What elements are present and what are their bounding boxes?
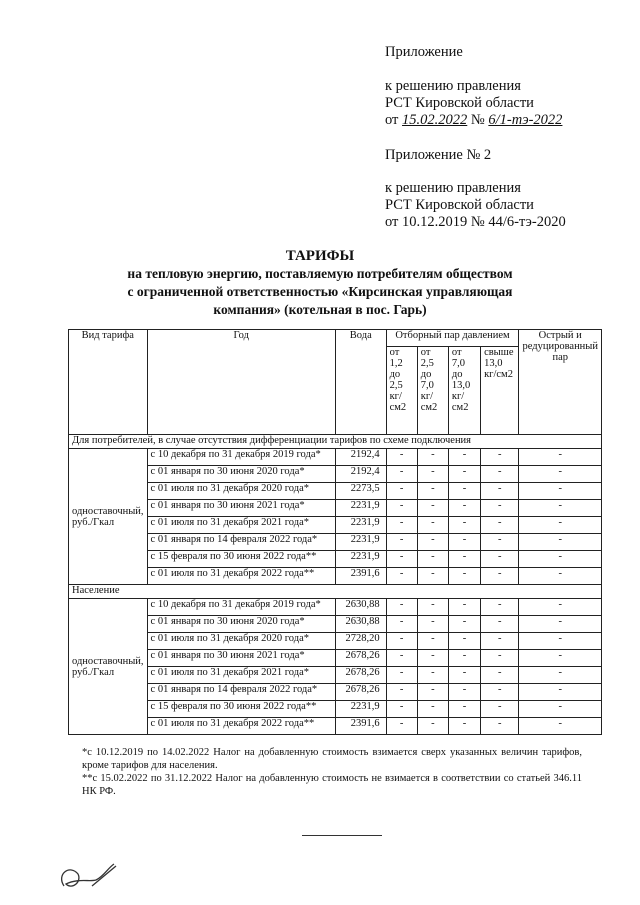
- doc-subtitle-line1: на тепловую энергию, поставляемую потребителям обществом: [127, 266, 513, 281]
- empty-tariff-cell: -: [448, 701, 480, 718]
- period-cell: с 01 января по 14 февраля 2022 года*: [147, 534, 335, 551]
- empty-tariff-cell: -: [519, 616, 602, 633]
- period-cell: с 10 декабря по 31 декабря 2019 года*: [147, 599, 335, 616]
- water-tariff-cell: 2273,5: [335, 483, 386, 500]
- empty-tariff-cell: -: [519, 483, 602, 500]
- divider-line: [302, 835, 382, 836]
- empty-tariff-cell: -: [417, 718, 448, 735]
- table-row: [69, 551, 602, 568]
- empty-tariff-cell: -: [386, 701, 417, 718]
- empty-tariff-cell: -: [481, 650, 519, 667]
- empty-tariff-cell: -: [417, 684, 448, 701]
- empty-tariff-cell: -: [386, 599, 417, 616]
- table-row: [69, 568, 602, 585]
- table-row: [69, 500, 602, 517]
- empty-tariff-cell: -: [386, 500, 417, 517]
- period-cell: с 01 июля по 31 декабря 2022 года**: [147, 568, 335, 585]
- empty-tariff-cell: -: [417, 599, 448, 616]
- table-row: [69, 483, 602, 500]
- doc-subtitle-line3: компания» (котельная в пос. Гарь): [213, 302, 427, 317]
- appendix2-ref-line1: к решению правления: [385, 180, 521, 196]
- empty-tariff-cell: -: [448, 534, 480, 551]
- empty-tariff-cell: -: [417, 633, 448, 650]
- empty-tariff-cell: -: [519, 599, 602, 616]
- empty-tariff-cell: -: [519, 500, 602, 517]
- empty-tariff-cell: -: [481, 701, 519, 718]
- footnote-vat-2: **с 15.02.2022 по 31.12.2022 Налог на добавленную стоимость не взимается в соответствии со статьей 346.11 НК РФ.: [82, 773, 582, 797]
- col-header-steam: Отборный пар давлением: [386, 330, 519, 347]
- empty-tariff-cell: -: [417, 449, 448, 466]
- empty-tariff-cell: -: [386, 650, 417, 667]
- col-header-p4: свыше 13,0 кг/см2: [481, 347, 519, 435]
- water-tariff-cell: 2231,9: [335, 500, 386, 517]
- empty-tariff-cell: -: [519, 701, 602, 718]
- period-cell: с 15 февраля по 30 июня 2022 года**: [147, 551, 335, 568]
- empty-tariff-cell: -: [448, 466, 480, 483]
- empty-tariff-cell: -: [519, 650, 602, 667]
- period-cell: с 01 января по 30 июня 2021 года*: [147, 650, 335, 667]
- empty-tariff-cell: -: [386, 466, 417, 483]
- empty-tariff-cell: -: [519, 667, 602, 684]
- empty-tariff-cell: -: [519, 551, 602, 568]
- empty-tariff-cell: -: [386, 449, 417, 466]
- period-cell: с 01 июля по 31 декабря 2022 года**: [147, 718, 335, 735]
- period-cell: с 01 января по 14 февраля 2022 года*: [147, 684, 335, 701]
- empty-tariff-cell: -: [448, 500, 480, 517]
- empty-tariff-cell: -: [448, 616, 480, 633]
- empty-tariff-cell: -: [448, 667, 480, 684]
- empty-tariff-cell: -: [448, 568, 480, 585]
- water-tariff-cell: 2192,4: [335, 449, 386, 466]
- empty-tariff-cell: -: [519, 466, 602, 483]
- empty-tariff-cell: -: [386, 684, 417, 701]
- table-row: [69, 684, 602, 701]
- empty-tariff-cell: -: [519, 568, 602, 585]
- empty-tariff-cell: -: [519, 449, 602, 466]
- appendix2-title: Приложение № 2: [385, 147, 492, 163]
- empty-tariff-cell: -: [481, 667, 519, 684]
- empty-tariff-cell: -: [417, 500, 448, 517]
- empty-tariff-cell: -: [448, 650, 480, 667]
- empty-tariff-cell: -: [417, 616, 448, 633]
- water-tariff-cell: 2678,26: [335, 667, 386, 684]
- col-header-p1: от 1,2 до 2,5 кг/см2: [386, 347, 417, 435]
- empty-tariff-cell: -: [417, 483, 448, 500]
- water-tariff-cell: 2630,88: [335, 599, 386, 616]
- empty-tariff-cell: -: [417, 517, 448, 534]
- empty-tariff-cell: -: [481, 551, 519, 568]
- empty-tariff-cell: -: [481, 517, 519, 534]
- empty-tariff-cell: -: [417, 551, 448, 568]
- empty-tariff-cell: -: [481, 466, 519, 483]
- empty-tariff-cell: -: [481, 684, 519, 701]
- appendix-ref-prefix: от: [385, 112, 399, 128]
- water-tariff-cell: 2231,9: [335, 551, 386, 568]
- tariff-table-body: [69, 435, 602, 735]
- tariff-kind-cell: одноставочный, руб./Гкал: [69, 599, 148, 735]
- table-row: [69, 633, 602, 650]
- table-row: [69, 517, 602, 534]
- empty-tariff-cell: -: [417, 701, 448, 718]
- empty-tariff-cell: -: [481, 718, 519, 735]
- tariff-kind-cell: одноставочный, руб./Гкал: [69, 449, 148, 585]
- empty-tariff-cell: -: [448, 551, 480, 568]
- water-tariff-cell: 2678,26: [335, 650, 386, 667]
- table-row: [69, 599, 602, 616]
- empty-tariff-cell: -: [481, 483, 519, 500]
- empty-tariff-cell: -: [417, 534, 448, 551]
- empty-tariff-cell: -: [417, 650, 448, 667]
- water-tariff-cell: 2192,4: [335, 466, 386, 483]
- period-cell: с 01 июля по 31 декабря 2021 года*: [147, 517, 335, 534]
- empty-tariff-cell: -: [448, 684, 480, 701]
- col-header-sharp-steam: Острый и редуцированный пар: [519, 330, 602, 435]
- empty-tariff-cell: -: [386, 568, 417, 585]
- water-tariff-cell: 2678,26: [335, 684, 386, 701]
- appendix-title: Приложение: [385, 44, 463, 60]
- appendix-date-handwritten: 15.02.2022: [402, 112, 468, 128]
- appendix-num-sign: №: [470, 112, 485, 128]
- empty-tariff-cell: -: [519, 517, 602, 534]
- empty-tariff-cell: -: [448, 517, 480, 534]
- empty-tariff-cell: -: [386, 616, 417, 633]
- empty-tariff-cell: -: [481, 500, 519, 517]
- period-cell: с 01 июля по 31 декабря 2021 года*: [147, 667, 335, 684]
- empty-tariff-cell: -: [448, 449, 480, 466]
- appendix2-ref-line3: от 10.12.2019 № 44/6-тэ-2020: [385, 214, 566, 230]
- signature-scribble: [52, 856, 132, 896]
- empty-tariff-cell: -: [519, 718, 602, 735]
- col-header-kind: Вид тарифа: [69, 330, 148, 435]
- empty-tariff-cell: -: [448, 633, 480, 650]
- table-row: [69, 650, 602, 667]
- period-cell: с 10 декабря по 31 декабря 2019 года*: [147, 449, 335, 466]
- period-cell: с 01 июля по 31 декабря 2020 года*: [147, 483, 335, 500]
- water-tariff-cell: 2231,9: [335, 534, 386, 551]
- appendix2-ref-line2: РСТ Кировской области: [385, 197, 534, 213]
- period-cell: с 01 января по 30 июня 2021 года*: [147, 500, 335, 517]
- empty-tariff-cell: -: [481, 534, 519, 551]
- section-row: [69, 585, 602, 599]
- empty-tariff-cell: -: [481, 616, 519, 633]
- appendix-ref-line3: [385, 112, 562, 129]
- empty-tariff-cell: -: [448, 483, 480, 500]
- col-header-year: Год: [147, 330, 335, 435]
- empty-tariff-cell: -: [386, 483, 417, 500]
- empty-tariff-cell: -: [386, 718, 417, 735]
- appendix-ref-line1: к решению правления: [385, 78, 521, 94]
- period-cell: с 01 июля по 31 декабря 2020 года*: [147, 633, 335, 650]
- empty-tariff-cell: -: [519, 534, 602, 551]
- water-tariff-cell: 2630,88: [335, 616, 386, 633]
- doc-title: ТАРИФЫ: [285, 248, 355, 264]
- empty-tariff-cell: -: [386, 667, 417, 684]
- empty-tariff-cell: -: [519, 633, 602, 650]
- empty-tariff-cell: -: [448, 718, 480, 735]
- empty-tariff-cell: -: [386, 517, 417, 534]
- empty-tariff-cell: -: [386, 534, 417, 551]
- water-tariff-cell: 2391,6: [335, 568, 386, 585]
- water-tariff-cell: 2728,20: [335, 633, 386, 650]
- empty-tariff-cell: -: [481, 568, 519, 585]
- table-row: [69, 701, 602, 718]
- empty-tariff-cell: -: [417, 667, 448, 684]
- section-title: Население: [69, 585, 602, 599]
- table-row: [69, 667, 602, 684]
- period-cell: с 15 февраля по 30 июня 2022 года**: [147, 701, 335, 718]
- doc-subtitle-line2: с ограниченной ответственностью «Кирсинская управляющая: [127, 284, 513, 299]
- empty-tariff-cell: -: [448, 599, 480, 616]
- empty-tariff-cell: -: [481, 599, 519, 616]
- empty-tariff-cell: -: [417, 568, 448, 585]
- empty-tariff-cell: -: [417, 466, 448, 483]
- empty-tariff-cell: -: [481, 449, 519, 466]
- period-cell: с 01 января по 30 июня 2020 года*: [147, 466, 335, 483]
- table-row: [69, 449, 602, 466]
- water-tariff-cell: 2231,9: [335, 701, 386, 718]
- empty-tariff-cell: -: [519, 684, 602, 701]
- section-title: Для потребителей, в случае отсутствия дифференциации тарифов по схеме подключения: [69, 435, 602, 449]
- appendix-ref-line2: РСТ Кировской области: [385, 95, 534, 111]
- col-header-p2: от 2,5 до 7,0 кг/см2: [417, 347, 448, 435]
- empty-tariff-cell: -: [481, 633, 519, 650]
- col-header-p3: от 7,0 до 13,0 кг/см2: [448, 347, 480, 435]
- table-row: [69, 616, 602, 633]
- table-row: [69, 718, 602, 735]
- water-tariff-cell: 2391,6: [335, 718, 386, 735]
- appendix-number-handwritten: 6/1-тэ-2022: [488, 112, 563, 128]
- empty-tariff-cell: -: [386, 633, 417, 650]
- table-row: [69, 534, 602, 551]
- section-row: [69, 435, 602, 449]
- empty-tariff-cell: -: [386, 551, 417, 568]
- footnote-vat-1: *с 10.12.2019 по 14.02.2022 Налог на добавленную стоимость взимается сверх указанных величин тарифов, кроме тарифов для населения.: [82, 747, 582, 771]
- table-row: [69, 466, 602, 483]
- col-header-water: Вода: [335, 330, 386, 435]
- water-tariff-cell: 2231,9: [335, 517, 386, 534]
- period-cell: с 01 января по 30 июня 2020 года*: [147, 616, 335, 633]
- tariff-table: [68, 329, 602, 735]
